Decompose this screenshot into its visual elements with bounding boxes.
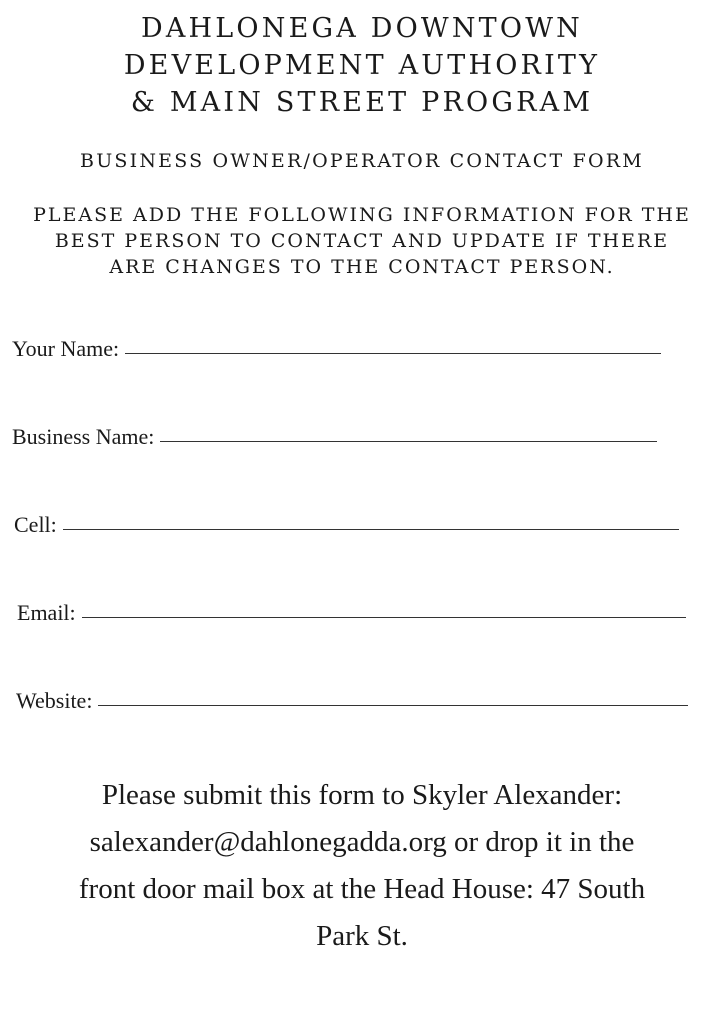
your-name-label: Your Name: bbox=[12, 336, 120, 361]
org-title-line-1: DAHLONEGA DOWNTOWN bbox=[140, 13, 584, 44]
email-blank-line[interactable] bbox=[82, 616, 686, 618]
cell-field[interactable] bbox=[14, 512, 679, 538]
organization-title bbox=[0, 10, 724, 121]
closing-line-4: Park St. bbox=[316, 920, 408, 952]
instruction-line-2: BEST PERSON TO CONTACT AND UPDATE IF THERE bbox=[54, 230, 670, 252]
email-field[interactable] bbox=[17, 600, 686, 626]
cell-blank-line[interactable] bbox=[63, 528, 679, 530]
instruction-line-1: PLEASE ADD THE FOLLOWING INFORMATION FOR THE bbox=[33, 204, 691, 226]
business-name-blank-line[interactable] bbox=[160, 440, 657, 442]
org-title-line-2: DEVELOPMENT AUTHORITY bbox=[123, 50, 601, 81]
website-blank-line[interactable] bbox=[98, 704, 688, 706]
email-label: Email: bbox=[17, 600, 76, 625]
your-name-field[interactable] bbox=[12, 336, 661, 362]
website-field[interactable] bbox=[16, 688, 688, 714]
business-name-field[interactable] bbox=[12, 424, 657, 450]
instructions bbox=[0, 202, 724, 280]
form-title: BUSINESS OWNER/OPERATOR CONTACT FORM bbox=[80, 150, 644, 172]
closing-line-3: front door mail box at the Head House: 47 South bbox=[78, 873, 646, 905]
closing-line-1: Please submit this form to Skyler Alexander: bbox=[101, 779, 623, 811]
your-name-blank-line[interactable] bbox=[125, 352, 661, 354]
org-title-line-3: & MAIN STREET PROGRAM bbox=[130, 87, 594, 118]
closing-line-2: salexander@dahlonegadda.org or drop it in the bbox=[89, 826, 635, 858]
submission-instructions bbox=[10, 772, 714, 960]
instruction-line-3: ARE CHANGES TO THE CONTACT PERSON. bbox=[109, 256, 615, 278]
website-label: Website: bbox=[16, 688, 93, 713]
cell-label: Cell: bbox=[14, 512, 57, 537]
business-name-label: Business Name: bbox=[12, 424, 155, 449]
